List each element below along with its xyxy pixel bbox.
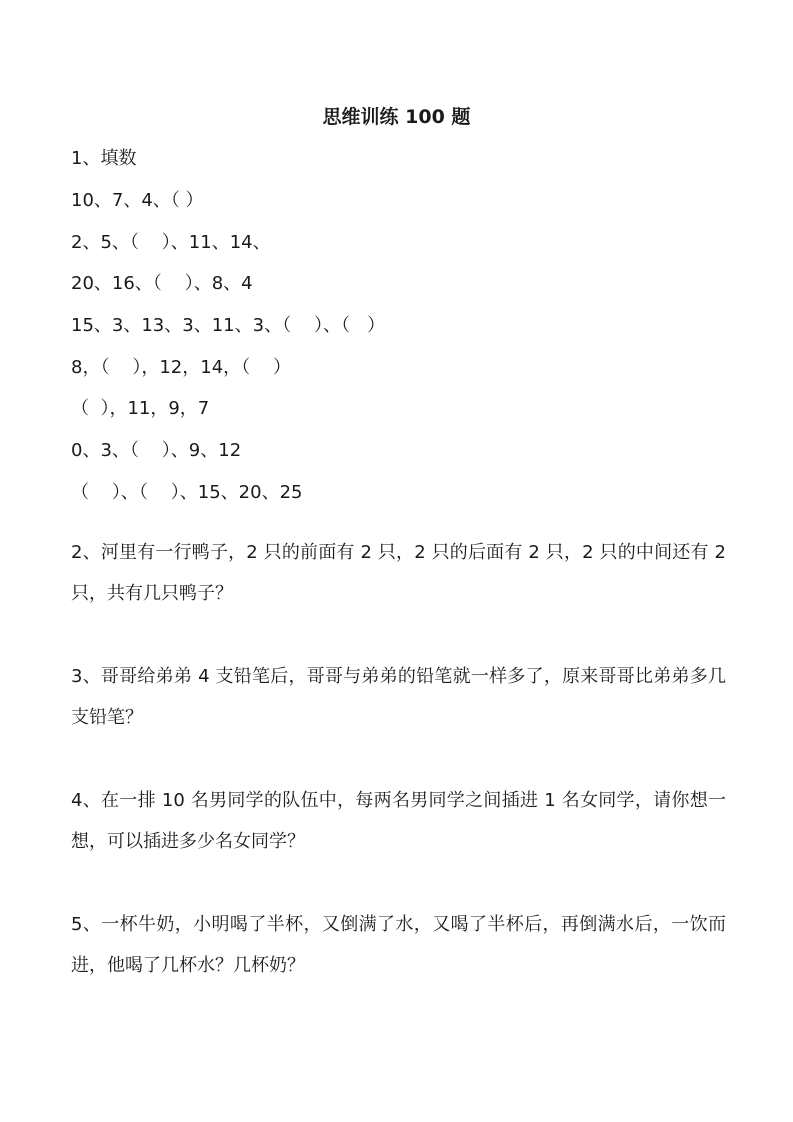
sequence-line: 15、3、13、3、11、3、（ ）、（ ） [71,315,386,337]
sequence-line: 8，（ ），12，14，（ ） [71,356,292,378]
question-5: 5、一杯牛奶，小明喝了半杯，又倒满了水，又喝了半杯后，再倒满水后，一饮而进，他喝了几杯水？几杯奶？ [71,913,726,976]
document-content [71,146,726,986]
sequence-line: 2、5、（ ）、11、14、 [71,231,271,253]
sequence-line: 10、7、4、（ ） [71,190,204,211]
question-4: 4、在一排 10 名男同学的队伍中，每两名男同学之间插进 1 名女同学，请你想一想，可以插进多少名女同学？ [71,789,726,852]
fill-number-list [71,188,726,506]
question-2: 2、河里有一行鸭子，2 只的前面有 2 只，2 只的后面有 2 只，2 只的中间还有 2 只，共有几只鸭子？ [71,541,726,604]
question-3: 3、哥哥给弟弟 4 支铅笔后，哥哥与弟弟的铅笔就一样多了，原来哥哥比弟弟多几支铅笔？ [71,665,726,728]
sequence-line: （ ），11，9，7 [71,398,210,420]
page-title: 思维训练 100 题 [322,106,471,128]
sequence-line: 20、16、（ ）、8、4 [71,273,253,295]
section-1-heading: 1、填数 [71,148,137,169]
sequence-line: （ ）、（ ）、15、20、25 [71,481,303,503]
sequence-line: 0、3、（ ）、9、12 [71,440,242,462]
